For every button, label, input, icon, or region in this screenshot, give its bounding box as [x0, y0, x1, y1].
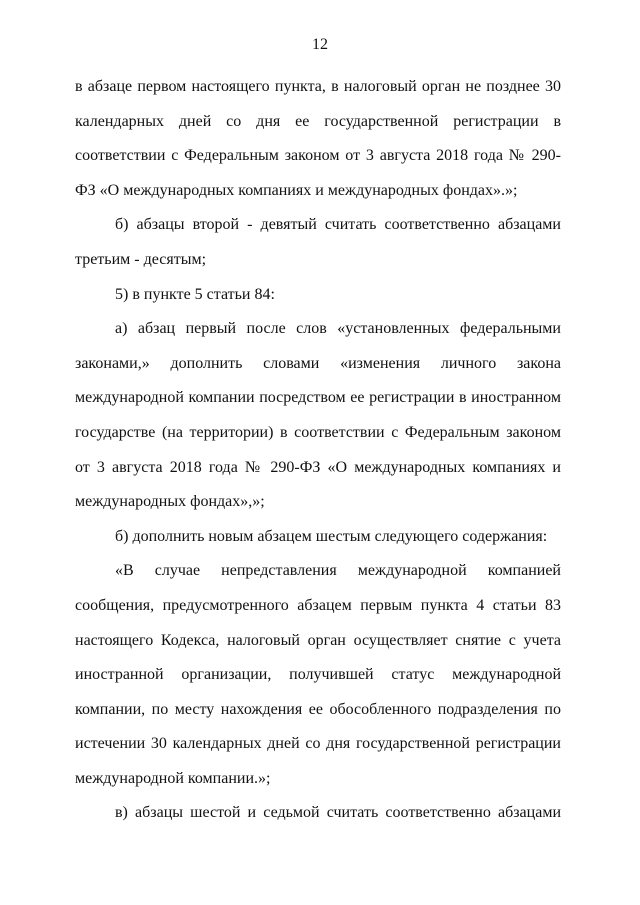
paragraph-item-b-add: б) дополнить новым абзацем шестым следующего содержания: — [115, 527, 548, 545]
document-body — [75, 70, 561, 831]
paragraph-item-a: а) абзац первый после слов «установленных федеральными законами,» дополнить словами «изменения личного закона международной компании посредством ее регистрации в иностранном государстве (на территории) в соответствии с Федеральным законом от 3 августа 2018 года № 290-ФЗ «О международных компаниях и международных фондах»,»; — [75, 320, 561, 511]
paragraph-quoted-text: «В случае непредставления международной компанией сообщения, предусмотренного абзацем первым пункта 4 статьи 83 настоящего Кодекса, налоговый орган осуществляет снятие с учета иностранной организации, получившей статус международной компании, по месту нахождения ее обособленного подразделения по истечении 30 календарных дней со дня государственной регистрации международной компании.»; — [75, 562, 561, 787]
page-number: 12 — [312, 36, 328, 53]
paragraph-continuation: в абзаце первом настоящего пункта, в налоговый орган не позднее 30 календарных дней со дня ее государственной регистрации в соответствии с Федеральным законом от 3 августа 2018 года № 290-ФЗ «О международных компаниях и международных фондах».»; — [75, 78, 561, 199]
paragraph-item-v: в) абзацы шестой и седьмой считать соответственно абзацами — [115, 804, 561, 822]
paragraph-item-b: б) абзацы второй - девятый считать соответственно абзацами третьим - десятым; — [75, 216, 561, 268]
paragraph-item-5: 5) в пункте 5 статьи 84: — [115, 285, 275, 303]
